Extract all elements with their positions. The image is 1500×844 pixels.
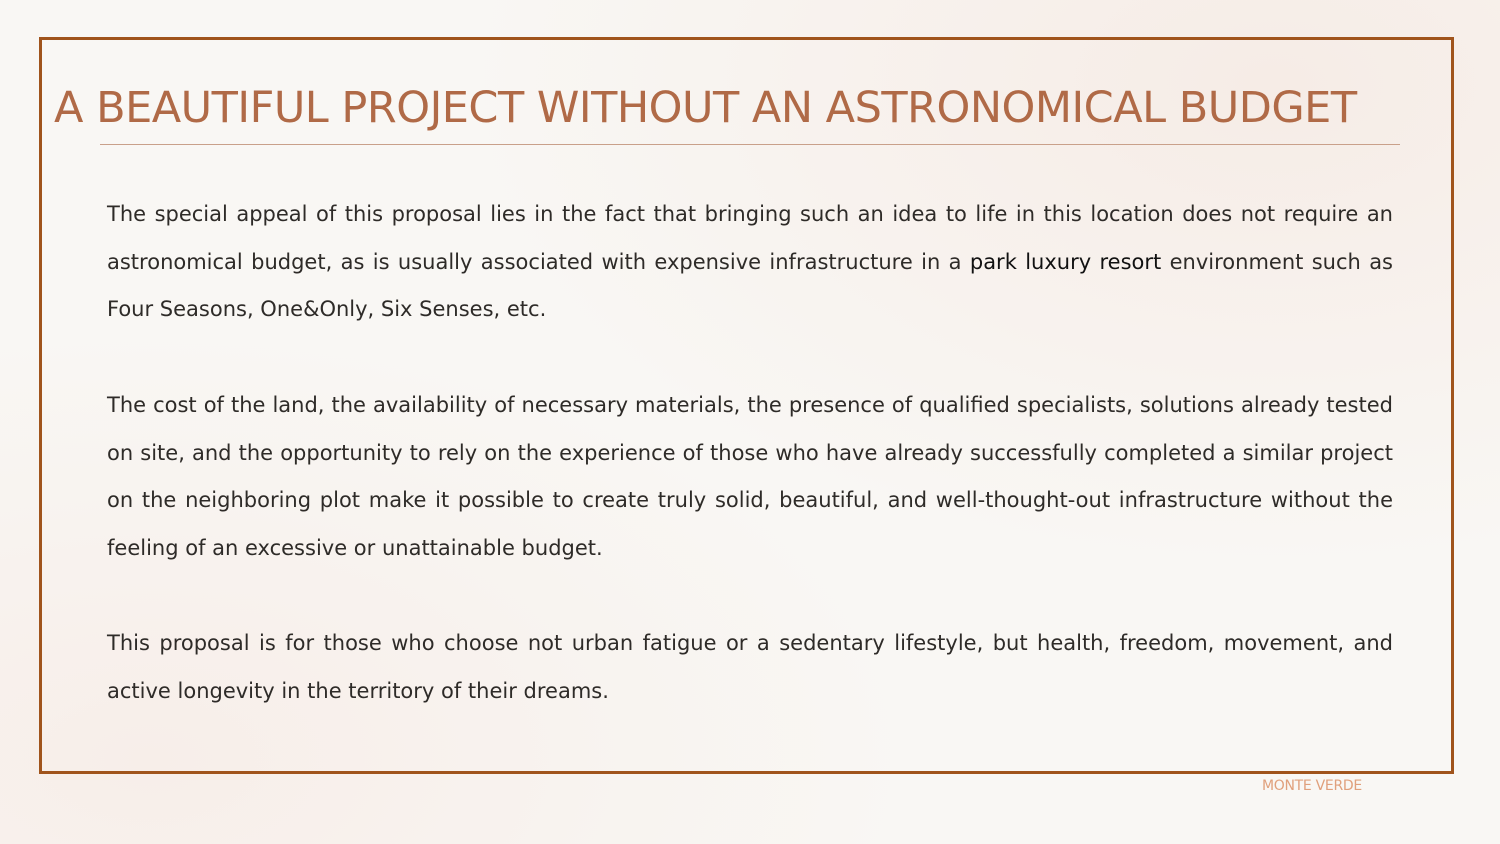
title-divider: [100, 144, 1400, 145]
paragraph-1: [107, 191, 1393, 334]
paragraph-3: This proposal is for those who choose not urban fatigue or a sedentary lifestyle, but health, freedom, movement, and active longevity in the territory of their dreams.: [107, 631, 1393, 703]
slide-title: A BEAUTIFUL PROJECT WITHOUT AN ASTRONOMICAL BUDGET: [54, 83, 1357, 133]
paragraph-2: The cost of the land, the availability of necessary materials, the presence of qualified specialists, solutions already tested on site, and the opportunity to rely on the experience of those who have already successfully completed a similar project on the neighboring plot make it possible to create truly solid, beautiful, and well-thought-out infrastructure without the feeling of an excessive or unattainable budget.: [107, 392, 1393, 560]
paragraph-1-highlight: park luxury resort: [969, 249, 1162, 274]
brand-name: MONTE VERDE: [1262, 778, 1362, 794]
slide-body: [107, 191, 1393, 716]
paragraph-1-text-after: environment such as Four Seasons, One&Only, Six Senses, etc.: [107, 249, 1393, 322]
paragraph-1-text-before: The special appeal of this proposal lies in the fact that bringing such an idea to life in this location does not require an astronomical budget, as is usually associated with expensive infrastructure in a: [107, 202, 1393, 274]
